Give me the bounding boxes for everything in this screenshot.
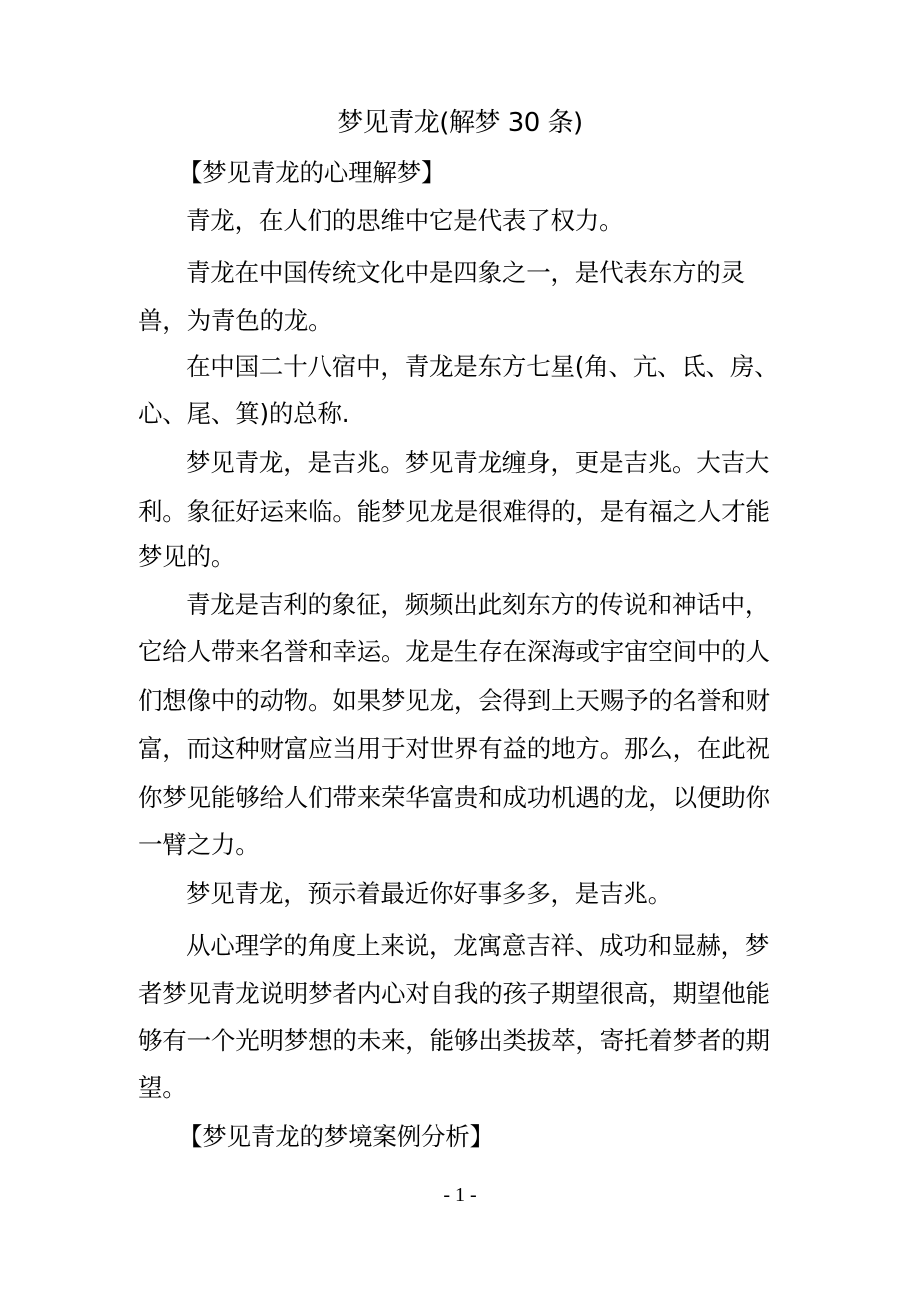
paragraph-line: 它给人带来名誉和幸运。龙是生存在深海或宇宙空间中的人 <box>138 637 770 666</box>
paragraph-line: 梦见的。 <box>138 542 236 571</box>
paragraph-line: 兽，为青色的龙。 <box>138 306 333 335</box>
paragraph-line: 梦见青龙，预示着最近你好事多多，是吉兆。 <box>186 879 672 908</box>
paragraph-line: 你梦见能够给人们带来荣华富贵和成功机遇的龙，以便助你 <box>138 783 770 812</box>
paragraph-line: 利。象征好运来临。能梦见龙是很难得的，是有福之人才能 <box>138 497 770 526</box>
document-title: 梦见青龙(解梦 30 条) <box>337 108 583 138</box>
paragraph-line: 一臂之力。 <box>138 830 260 859</box>
paragraph-line: 在中国二十八宿中，青龙是东方七星(角、亢、氐、房、 <box>186 352 779 381</box>
paragraph-line: 够有一个光明梦想的未来，能够出类拔萃，寄托着梦者的期 <box>138 1026 770 1055</box>
paragraph-line: 青龙是吉利的象征，频频出此刻东方的传说和神话中， <box>186 590 770 619</box>
paragraph-line: 心、尾、箕)的总称. <box>138 399 350 428</box>
page-number: - 1 - <box>443 1184 477 1206</box>
paragraph-line: 青龙在中国传统文化中是四象之一，是代表东方的灵 <box>186 258 745 287</box>
paragraph-line: 望。 <box>138 1073 187 1102</box>
section-heading-case-analysis: 【梦见青龙的梦境案例分析】 <box>178 1122 494 1151</box>
paragraph-line: 们想像中的动物。如果梦见龙，会得到上天赐予的名誉和财 <box>138 686 770 715</box>
paragraph-line: 梦见青龙，是吉兆。梦见青龙缠身，更是吉兆。大吉大 <box>186 448 770 477</box>
paragraph-line: 富，而这种财富应当用于对世界有益的地方。那么，在此祝 <box>138 734 770 763</box>
paragraph-line: 者梦见青龙说明梦者内心对自我的孩子期望很高，期望他能 <box>138 979 770 1008</box>
section-heading-psychology: 【梦见青龙的心理解梦】 <box>178 158 446 187</box>
paragraph-line: 青龙，在人们的思维中它是代表了权力。 <box>186 206 624 235</box>
paragraph-line: 从心理学的角度上来说，龙寓意吉祥、成功和显赫，梦 <box>186 931 770 960</box>
